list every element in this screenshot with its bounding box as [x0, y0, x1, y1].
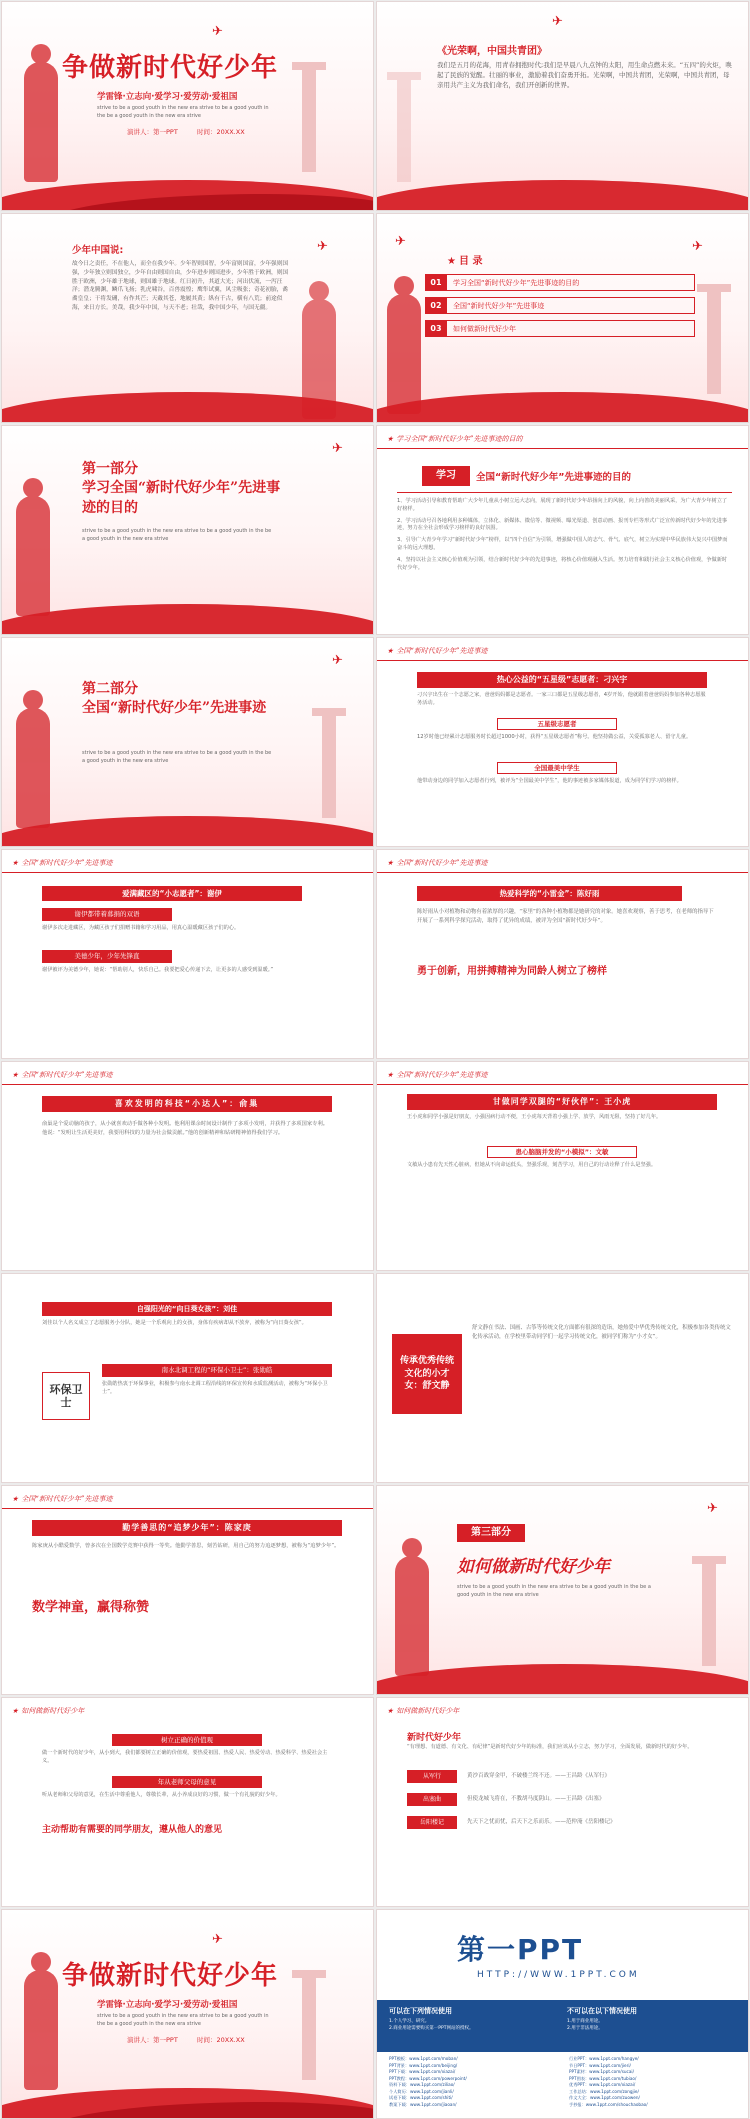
slide-header: ★ 全国“新时代好少年”先进事迹	[387, 647, 488, 655]
red-wave-decoration	[376, 392, 749, 423]
slide-youth-league	[376, 1, 749, 211]
slide-shu-wenjing	[376, 1273, 749, 1483]
slide-chen-jiageng	[1, 1485, 374, 1695]
link-grid	[389, 2056, 739, 2108]
slide-liujia	[1, 1273, 374, 1483]
chen-jiageng-body: 陈家庚从小酷爱数学，曾多次在全国数学竞赛中获得一等奖。他勤学善思，刻苦钻研，用自己的努力追逐梦想，被称为“追梦少年”。	[32, 1543, 340, 1549]
part-one-label: 第一部分	[82, 461, 138, 477]
slide-diao	[376, 637, 749, 847]
closing-time: 时间：20XX.XX	[197, 2036, 245, 2044]
purpose-point: 4、坚持以社会主义核心价值观为引领，结合新时代好少年的先进事迹，将核心价值观融入生活。努力培育和践行社会主义核心价值观，争做新时代好少年。	[397, 556, 728, 571]
resource-link[interactable]: PPT下载：www.1ppt.com/xiazai/	[389, 2069, 456, 2074]
star-icon: ★	[447, 256, 456, 267]
pillar-decoration	[302, 1970, 316, 2080]
usage-band	[377, 2000, 748, 2052]
slide-purpose	[376, 425, 749, 635]
resource-link[interactable]: 手抄报：www.1ppt.com/shouchaobao/	[569, 2101, 648, 2107]
cover-time: 时间：20XX.XX	[197, 128, 245, 136]
purpose-point: 2、学习活动号召各地利用多种媒体，立体化、新媒体、微信等、微视频、曝光渠道、创意动画、报刊专栏等形式广泛宣传新时代好少年的先进事迹，努力在全社会形成学习榜样的良好氛围。	[397, 517, 728, 532]
header-divider	[377, 1084, 748, 1085]
part-two-title: 全国“新时代好少年”先进事迹	[82, 700, 267, 716]
zhang-banner: 南水北调工程的“环保小卫士”：张勋皓	[102, 1364, 332, 1377]
diao-text-2: 他带动身边的同学加入志愿者行列，被评为“全国最美中学生”，他的事迹被多家媒体报道，成为同学们学习的榜样。	[417, 778, 682, 784]
closing-en-2: the be a good youth in the new era strive	[97, 2021, 201, 2027]
resource-link[interactable]: PPT图表：www.1ppt.com/tubiao/	[569, 2075, 637, 2081]
usage-allowed-title: 可以在下列情况使用	[389, 2007, 452, 2015]
star-icon: ★	[387, 1071, 394, 1079]
yuchao-banner: 喜欢发明的科技“小达人”：俞巢	[42, 1096, 332, 1112]
red-wave-decoration	[376, 1664, 749, 1695]
soldier-silhouette	[16, 708, 50, 828]
usage-denied-text: 1.用于商业用途。	[567, 2019, 603, 2024]
dove-icon: ✈	[332, 653, 343, 668]
contents-item[interactable]	[425, 297, 695, 314]
site-logo: 第一PPT	[457, 1933, 584, 1966]
star-icon: ★	[387, 435, 394, 443]
usage-allowed-text: 1.个人学习、研究。	[389, 2019, 430, 2024]
dove-icon: ✈	[332, 441, 343, 456]
dove-icon: ✈	[692, 239, 703, 254]
slide-young-china	[1, 213, 374, 423]
chen-haoyu-banner: 热爱科学的“小雷金”：陈好雨	[417, 886, 682, 901]
chen-haoyu-body: 陈好雨从小对植物和动物有着浓厚的兴趣，“家里”的各种小植物都是她研究的对象。她喜欢观察，善于思考，在老师的指导下开展了一系列科学探究活动，取得了优异的成绩，被评为全国“新时代好少年”。	[417, 909, 714, 925]
contents-num: 02	[425, 297, 447, 314]
poem-row	[407, 1816, 717, 1829]
poem-body: 我们是五月的花海，用青春拥抱时代;我们是早晨八九点钟的太阳，用生命点燃未来。“五四”的火炬，唤起了民族的觉醒。壮丽的事业，激励着我们奋勇开拓。光荣啊，中国共青团，光荣啊，中国共青团，母亲用共产主义为我们命名，我们开创新的世界。	[437, 61, 732, 90]
slide-cover	[1, 1, 374, 211]
slide-xieyi	[1, 849, 374, 1059]
header-divider	[2, 1084, 373, 1085]
zhang-body: 张勋皓热衷于环保事业，积极参与南水北调工程沿线的环保宣传和水质监测活动，被称为“环保小卫士”。	[102, 1381, 328, 1395]
cover-presenter: 演讲人：第一PPT	[127, 128, 178, 136]
slide-wang-xiaohu	[376, 1061, 749, 1271]
contents-heading: ★ 目 录	[447, 256, 483, 267]
slide-header: ★ 全国“新时代好少年”先进事迹	[387, 859, 488, 867]
liujia-body: 刘佳以个人名义成立了志愿服务小分队，她是一个乐观向上的女孩，身体有疾病却从不放弃，被称为“向日葵女孩”。	[42, 1320, 307, 1326]
xieyi-sub-1: 谢伊都带着募捐的双语	[42, 908, 172, 921]
contents-num: 03	[425, 320, 447, 337]
usage-denied-title: 不可以在以下情况使用	[567, 2007, 637, 2015]
poem-tag: 出塞曲	[407, 1793, 457, 1806]
slide-part-three	[376, 1485, 749, 1695]
star-icon: ★	[387, 859, 394, 867]
part-three-en: strive to be a good youth in the new era strive to be a good youth in the be a good youth in the new era strive	[457, 1584, 651, 1598]
dove-icon: ✈	[212, 24, 223, 39]
pillar-decoration	[707, 284, 721, 394]
purpose-tag: 学习	[422, 466, 470, 486]
contents-item[interactable]	[425, 274, 695, 291]
soldier-silhouette	[395, 1556, 429, 1676]
soldier-silhouette	[387, 294, 421, 414]
poem-line: 但使龙城飞将在，不教胡马度阴山。——王昌龄《出塞》	[467, 1796, 605, 1803]
part-one-en: strive to be a good youth in the new era strive to be a good youth in the be a good youth in the new era strive	[82, 528, 272, 542]
cover-title: 争做新时代好少年	[62, 53, 279, 83]
purpose-point: 1、学习活动引导和教育帮助广大少年儿童从小树立远大志向，展现了新时代好少年昂扬向上的风貌，向上向善的美丽风采，为广大青少年树立了好榜样。	[397, 498, 728, 512]
resource-link[interactable]: PPT模板：www.1ppt.com/moban/	[389, 2056, 458, 2061]
wang-body-1: 王小虎和同学小强是好朋友，小强因病行动不便，王小虎每天背着小强上学、放学，风雨无阻，坚持了好几年。	[407, 1114, 662, 1120]
dove-icon: ✈	[552, 14, 563, 29]
eco-guard-label: 环保卫士	[42, 1372, 90, 1420]
young-china-body: 故今日之责任，不在他人，而全在我少年。少年智则国智，少年富则国富，少年强则国强，少年独立则国独立，少年自由则国自由，少年进步则国进步，少年胜于欧洲，则国胜于欧洲，少年雄于地球，则国雄于地球。红日初升，其道大光；河出伏流，一泻汪洋；潜龙腾渊，鳞爪飞扬；乳虎啸谷，百兽震惶；鹰隼试翼，风尘吸张；奇花初胎，矞矞皇皇；干将发硎，有作其芒；天戴其苍，地履其黄；纵有千古，横有八荒；前途似海，来日方长。美哉，我少年中国，与天不老；壮哉，我中国少年，与国无疆。	[72, 261, 289, 312]
resource-link[interactable]: PPT教程：www.1ppt.com/powerpoint/	[389, 2075, 467, 2081]
header-divider	[2, 872, 373, 873]
chen-jiageng-banner: 勤学善思的“追梦少年”：陈家庚	[32, 1520, 342, 1536]
liujia-banner: 自强阳光的“向日葵女孩”：刘佳	[42, 1302, 332, 1316]
resource-link[interactable]: 优秀PPT：www.1ppt.com/xiazai/	[569, 2082, 636, 2087]
closing-presenter: 演讲人：第一PPT	[127, 2036, 178, 2044]
usage-denied-text-2: 2.用于非法用途。	[567, 2026, 603, 2031]
slide-chen-haoyu	[376, 849, 749, 1059]
values-quote: 主动帮助有需要的同学朋友，遵从他人的意见	[42, 1825, 223, 1835]
purpose-points	[397, 498, 732, 572]
poem-line: 先天下之忧而忧，后天下之乐而乐。——范仲淹《岳阳楼记》	[467, 1819, 616, 1826]
resource-link[interactable]: 资料下载：www.1ppt.com/ziliao/	[389, 2082, 455, 2087]
xieyi-text-2: 谢伊被评为美德少年，她说：“帮助别人，快乐自己。我要把爱心传递下去，让更多的人感受到温暖。”	[42, 967, 274, 973]
poem-line: 黄沙百战穿金甲，不破楼兰终不还。——王昌龄《从军行》	[467, 1773, 611, 1780]
contents-label: 如何做新时代好少年	[447, 320, 695, 337]
part-two-en: strive to be a good youth in the new era strive to be a good youth in the be a good youth in the new era strive	[82, 750, 272, 764]
red-wave-decoration	[1, 604, 374, 635]
dove-icon: ✈	[707, 1501, 718, 1516]
soldier-silhouette	[24, 1970, 58, 2090]
values-box-1: 树立正确的价值观	[112, 1734, 262, 1746]
contents-label: 全国“新时代好少年”先进事迹	[447, 297, 695, 314]
closing-en-1: strive to be a good youth in the new era strive to be a good youth in	[97, 2013, 269, 2019]
purpose-point: 3、引导广大青少年学习“新时代好少年”榜样，以“四个自信”为引领，增强做中国人的志气、骨气、底气，树立为实现中华民族伟大复兴中国梦而奋斗的远大理想。	[397, 537, 728, 551]
cover-en-1: strive to be a good youth in the new era strive to be a good youth in	[97, 105, 269, 111]
diao-sub-1: 五星级志愿者	[497, 718, 617, 730]
poem-tag: 从军行	[407, 1770, 457, 1783]
slide-header: ★ 全国“新时代好少年”先进事迹	[12, 859, 113, 867]
diao-intro: 刁兴宇出生在一个志愿之家，爸爸妈妈都是志愿者。一家三口都是五星级志愿者，4岁开始，他就跟着爸爸妈妈参加各种志愿服务活动。	[417, 692, 706, 706]
red-wave-decoration	[1, 816, 374, 847]
contents-num: 01	[425, 274, 447, 291]
site-url[interactable]: HTTP://WWW.1PPT.COM	[477, 1970, 640, 1980]
slide-header: ★ 如何做新时代好少年	[387, 1707, 460, 1715]
soldier-silhouette	[16, 496, 50, 616]
slide-header: ★ 全国“新时代好少年”先进事迹	[12, 1071, 113, 1079]
slide-credits	[376, 1909, 749, 2119]
part-three-label: 第三部分	[457, 1524, 525, 1542]
poem-title: 《光荣啊，中国共青团》	[437, 46, 547, 57]
resource-link[interactable]: 行业PPT：www.1ppt.com/hangye/	[569, 2056, 639, 2061]
slide-header: ★ 全国“新时代好少年”先进事迹	[12, 1495, 113, 1503]
dove-icon: ✈	[395, 234, 406, 249]
contents-list	[425, 274, 695, 337]
shu-body: 舒文静在书法、国画、古筝等传统文化方面都有很深的造诣，她热爱中华优秀传统文化，积极参加各类传统文化传承活动，在学校里带动同学们一起学习传统文化，被同学们称为“小才女”。	[472, 1325, 731, 1341]
slide-part-two	[1, 637, 374, 847]
usage-allowed-text-2: 2.商业用途需要购买第一PPT网站的授权。	[389, 2026, 474, 2031]
young-china-title: 少年中国说:	[72, 245, 124, 256]
header-divider	[377, 448, 748, 449]
pillar-decoration	[302, 62, 316, 172]
star-icon: ★	[387, 1707, 394, 1715]
slide-header: ★ 学习全国“新时代好少年”先进事迹的目的	[387, 435, 523, 443]
xieyi-text-1: 谢伊多次走进藏区，为藏区孩子们捐赠书籍和学习用品，用真心温暖藏区孩子们的心。	[42, 925, 240, 931]
chen-jiageng-quote: 数学神童，赢得称赞	[32, 1600, 150, 1615]
xieyi-sub-2: 美德少年，少年先锋直	[42, 950, 172, 963]
star-icon: ★	[387, 647, 394, 655]
pillar-decoration	[397, 72, 411, 182]
xieyi-banner: 爱满藏区的“小志愿者”：谢伊	[42, 886, 302, 901]
soldier-silhouette	[24, 62, 58, 182]
pillar-decoration	[322, 708, 336, 818]
star-icon: ★	[12, 859, 19, 867]
values-text-1: 做一个新时代的好少年，从小到大，我们都要树立正确的价值观，要热爱祖国、热爱人民、热爱劳动、热爱科学、热爱社会主义。	[42, 1750, 328, 1764]
slide-good-youth	[376, 1697, 749, 1907]
resource-link[interactable]: 作文大全：www.1ppt.com/zuowen/	[569, 2095, 640, 2100]
slide-contents	[376, 213, 749, 423]
pillar-decoration	[702, 1556, 716, 1666]
purpose-title-row	[422, 466, 631, 486]
contents-item[interactable]	[425, 320, 695, 337]
values-box-2: 年从老师父母的意见	[112, 1776, 262, 1788]
diao-text-1: 12岁时他已经累计志愿服务时长超过1000小时，获得“五星级志愿者”称号。他坚持做公益，关爱孤寡老人、留守儿童。	[417, 734, 692, 740]
part-one-title: 学习全国“新时代好少年”先进事迹的目的	[82, 480, 281, 517]
shu-side-label: 传承优秀传统文化的小才女：舒文静	[392, 1334, 462, 1414]
slide-part-one	[1, 425, 374, 635]
closing-title: 争做新时代好少年	[62, 1961, 279, 1991]
dove-icon: ✈	[212, 1932, 223, 1947]
header-divider	[377, 660, 748, 661]
slide-values	[1, 1697, 374, 1907]
yuchao-body: 俞巢是个爱动脑的孩子，从小就喜欢动手做各种小发明。他利用课余时间设计制作了多项小发明，并获得了多项国家专利。他说：“发明让生活更美好，我要用科技的力量为社会做贡献。”他的创新精神和钻研精神值得我们学习。	[42, 1121, 329, 1137]
resource-link[interactable]: PPT背景：www.1ppt.com/beijing/	[389, 2062, 458, 2068]
wang-banner: 甘做同学双腿的“好伙伴”：王小虎	[407, 1094, 717, 1110]
poem-row	[407, 1793, 717, 1806]
poem-rows	[407, 1770, 717, 1829]
divider	[397, 492, 732, 493]
star-icon: ★	[12, 1071, 19, 1079]
dove-icon: ✈	[317, 239, 328, 254]
slide-header: ★ 全国“新时代好少年”先进事迹	[387, 1071, 488, 1079]
star-icon: ★	[12, 1707, 19, 1715]
diao-sub-2: 全国最美中学生	[497, 762, 617, 774]
cover-en-2: the be a good youth in the new era strive	[97, 113, 201, 119]
red-wave-decoration	[376, 180, 749, 211]
cover-subtitle: 学雷锋·立志向·爱学习·爱劳动·爱祖国	[97, 92, 238, 102]
values-text-2: 听从老师和父母的意见，在生活中尊重他人，尊敬长辈，从小养成良好的习惯，做一个有礼貌的好少年。	[42, 1792, 281, 1798]
good-youth-intro: “有理想、有道德、有文化、有纪律”是新时代好少年的标准，我们应该从小立志，努力学习，全面发展，做新时代的好少年。	[407, 1744, 693, 1750]
good-youth-title: 新时代好少年	[407, 1733, 462, 1743]
header-divider	[2, 1508, 373, 1509]
resource-link[interactable]: 工作总结：www.1ppt.com/zongjie/	[569, 2088, 639, 2094]
part-two-label: 第二部分	[82, 681, 138, 697]
header-divider	[377, 872, 748, 873]
credits-logo-area	[377, 1910, 748, 2000]
closing-subtitle: 学雷锋·立志向·爱学习·爱劳动·爱祖国	[97, 2000, 238, 2010]
resource-link[interactable]: PPT素材：www.1ppt.com/sucai/	[569, 2069, 634, 2074]
contents-label: 学习全国“新时代好少年”先进事迹的目的	[447, 274, 695, 291]
purpose-title: 全国“新时代好少年”先进事迹的目的	[476, 472, 631, 483]
resource-link[interactable]: 个人简历：www.1ppt.com/jianli/	[389, 2088, 454, 2094]
wang-body-2: 文敏从小患有先天性心脏病，但她从不向命运低头，坚强乐观，刻苦学习，用自己的行动诠释了什么是坚强。	[407, 1162, 657, 1168]
resource-link[interactable]: 教案下载：www.1ppt.com/jiaoan/	[389, 2101, 457, 2107]
chen-haoyu-quote: 勇于创新，用拼搏精神为同龄人树立了榜样	[417, 966, 607, 977]
resource-link[interactable]: 试卷下载：www.1ppt.com/shiti/	[389, 2095, 453, 2100]
slide-yuchao	[1, 1061, 374, 1271]
diao-banner: 热心公益的“五星级”志愿者：刁兴宇	[417, 672, 707, 688]
star-icon: ★	[12, 1495, 19, 1503]
poem-tag: 岳阳楼记	[407, 1816, 457, 1829]
slide-header: ★ 如何做新时代好少年	[12, 1707, 85, 1715]
poem-row	[407, 1770, 717, 1783]
resource-link[interactable]: 节日PPT：www.1ppt.com/jieri/	[569, 2062, 631, 2068]
wang-sub: 患心脑脑并发的“小模拟”：文敏	[487, 1146, 637, 1158]
part-three-title: 如何做新时代好少年	[457, 1557, 610, 1577]
slide-closing	[1, 1909, 374, 2119]
